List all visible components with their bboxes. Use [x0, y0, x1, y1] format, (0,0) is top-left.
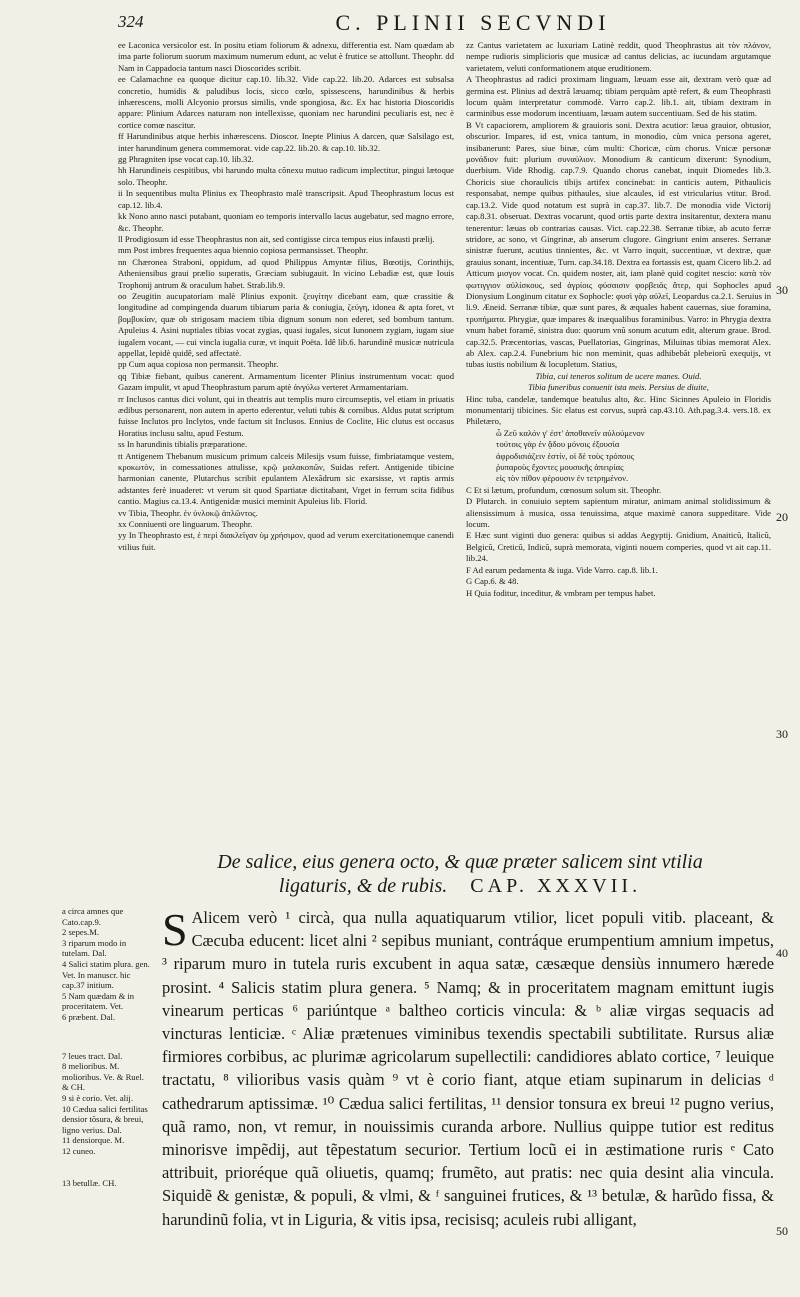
annotation: xx Conniuenti ore linguarum. Theophr. — [118, 519, 253, 530]
chapter-number: CAP. XXXVII. — [470, 875, 642, 897]
annotation: C Et si lætum, profundum, cœnosum solum sit. Theophr. — [466, 484, 662, 495]
annotation: kk Nono anno nasci putabant, quoniam eo temporis intervallo lacus augebatur, sed magno errore, &c. Theophr. — [118, 211, 454, 233]
verse-line: Tibia funeribus conuenit ista meis. Persius de diuite, — [528, 382, 709, 393]
annotation: ee Calamachne ea quoque dicitur cap.10. lib.32. Vide cap.22. lib.20. Adarces est subsalsa concretio, humidis & paludibus locis, sicco cœlo, spissescens, harundinibus & herbis inhærescens, molli Alcyonio prorsus similis, vnde spongiosa, &c. Ex hac historia Dioscoridis appare: Plinium Adarces naturam non intellexisse, quoniam nec harundini peculiaris est, nec è cortice comœ nascitur. — [118, 74, 454, 130]
annotation: yy In Theophrasto est, ἐ περὶ διακλεῖγαν ὑμ χρήσιμον, quod ad verum exercitationemque canendi vtilius fuit. — [118, 530, 454, 552]
main-paragraph — [162, 906, 774, 1231]
annotation: tt Antigenem Thebanum musicum primum calceis Milesijs vsum fuisse, fimbriatamque vestem, κροκωτὸν, in comessationes attulisse, κρῷ μαλακοπῶν, Suidas refert. Antigenide tibicine harmonian canente, Plutarchus scribit epulantem Alexãdrum sic exarsisse, vt raptis armis adstantes ferè inuaderet: vt verum sit quod Spartiatæ dictitabant, Vrget in ferrum scita fidibus cantio. Magius ca.13.4. Antigenidæ musici meminit Apuleius lib. Florid. — [118, 450, 454, 507]
marginal-note: a circa amnes que Cato.cap.9. — [62, 906, 124, 927]
line-number: 30 — [776, 283, 788, 297]
marginal-note: 3 riparum modo in tutelam. Dal. — [62, 937, 127, 959]
marginal-note: 13 betullæ. CH. — [62, 1178, 117, 1189]
marginal-notes — [62, 906, 150, 1189]
chapter-title: De salice, eius genera octo, & quæ præter salicem sint vtilia ligaturis, & de rubis. — [217, 851, 703, 897]
annotation: gg Phragniten ipse vocat cap.10. lib.32. — [118, 154, 254, 165]
line-number: 40 — [776, 946, 788, 960]
annotation: ll Prodigiosum id esse Theophrastus non ait, sed contigisse circa tempus eius infausti prælij. — [118, 233, 435, 244]
annotation: oo Zeugitin aucupatoriam malè Plinius exponit. ζευγίτην dicebant eam, quæ crassitie & longitudine ad compingenda duarum tibiarum paria & coniugia, ζεύγη, idonea & apta foret, vt βομβυκίαν, quæ ob strigosam maciem tibia dignum sonum non ederet, sed bombum tantum. Apuleius 4. Asini nuptiales tibias vocat zygias, quasi iugales, sicut Iunonem zygiam, iugam siue iugalem vocant, — cui vincla iugalia curæ, vt inquit Poëta. Idê lib.6. harundinê musicæ nutricula appellat, lepidè quidê, sed affectatè. — [118, 290, 454, 358]
annotation: pp Cum aqua copiosa non permansit. Theophr. — [118, 359, 279, 370]
annotation: H Quia foditur, inceditur, & vmbram per tempus habet. — [466, 587, 656, 598]
marginal-note: 2 sepes.M. — [62, 927, 99, 938]
main-text — [162, 906, 774, 1231]
annotation: A Theophrastus ad radici proximam linguam, læuam esse ait, dextram verò quæ ad germina est. Plinius ad dextrã læuamq; tibiam perquàm aptè refert, & eum Theophrasti locum quàm interpretatur commodè. Varro cap.2. lib.1. ait, tibiam dextram in carminibus esse modorum incentiuam, læuam autem succentiuam. Sed de his statim. — [466, 74, 771, 119]
marginal-note: 10 Cædua salici fertilitas densior tõsura, & breui, ligno verius. Dal. — [62, 1103, 148, 1135]
marginal-note: 11 densiorque. M. — [62, 1135, 125, 1146]
annotation: rr Inclusos cantus dici volunt, qui in theatris aut templis muro circumseptis, vel etiam in priuatis ædibus personarent, non autem in aperto ederentur, veluti tubis & cornibus. Aldus putat scriptum fuisse Inclutos pro Inclytos, vnde factum sit Inclusos. Ennius de Coclite, Hic clutus est occasus Horatius inclusu saltu, apud Festum. — [118, 393, 454, 438]
page-number: 324 — [118, 12, 144, 31]
annotation: vv Tibia, Theophr. ἐν ὑνλοκῷ ἁπλῶντος. — [118, 507, 258, 518]
annotation: D Plutarch. in conuiuio septem sapientum miratur, animam animal stolidissimum & aliensissimum à musica, ossa tenuissima, atque maximè canora suppeditare. Vide locum. — [466, 496, 771, 530]
line-number: 50 — [776, 1224, 788, 1238]
annotation: hh Harundineis cespitibus, vbi harundo multa cõnexu mutuo radicum implectitur, pingui lætoque solo. Theophr. — [118, 165, 454, 187]
line-number: 20 — [776, 510, 788, 524]
annotation-column-right — [466, 40, 771, 599]
annotation: mm Post imbres frequentes aqua biennio copiosa permansisset. Theophr. — [118, 245, 368, 256]
annotation: F Ad earum pedamenta & iuga. Vide Varro. cap.8. lib.1. — [466, 564, 658, 575]
annotation: E Hæc sunt viginti duo genera: quibus si addas Aegyptij. Gnidium, Anaiticũ, Italicũ, Belgicũ, Creticũ, Indicũ, suprà memorata, viginti nouem comperies, quod vt ait cap.11. lib.24. — [466, 530, 771, 564]
annotation: nn Chæronea Straboni, oppidum, ad quod Philippus Amyntæ filius, Bœotijs, Corinthijs, Atheniensibus graui prælio superatis, Græciam subiugauit. In vicino Lebadiæ est, quæ Iouis Trophonij antrum & oraculum habet. Strab.lib.9. — [118, 256, 454, 290]
marginal-note: 6 præbent. Dal. — [62, 1011, 115, 1022]
marginal-note: 9 si è corio. Vet. alij. — [62, 1092, 133, 1103]
annotation: G Cap.6. & 48. — [466, 576, 519, 587]
annotation: Hinc tuba, candelæ, tandemque beatulus alto, &c. Hinc Sicinnes Apuleio in Floridis monumentarij tibicines. Sic elatus est corvus, suprà cap.43.10. Ath.pag.3.4. vers.18. ex Philetæro, — [466, 393, 771, 427]
page-header — [118, 10, 768, 36]
running-head: C. PLINII SECVNDI — [335, 10, 611, 35]
annotation: ii In sequentibus multa Plinius ex Theophrasto malè transcripsit. Apud Theophrastum locus est cap.12. lib.4. — [118, 188, 454, 210]
greek-verse-line: ὦ Ζεῦ καλόν γ' ἐστ' ἀποθανεῖν αὐλούμενον — [496, 427, 645, 438]
annotation: B Vt capaciorem, ampliorem & grauioris soni. Dextra acutior: læua grauior, obtusior, obscurior. Impares, id est, vnica tantum, in monodio, cùm vnica persona ageret, insibanerunt: Pares, siue binæ, cùm multi: Choricæ, cùm chorus. Vnicæ personæ μονάδιον fuit: plurium συναύλιον. Monodium & canticum dixerunt: Synodium, duerbium. Vide Rhodig. cap.7.9. Quando chorus canebat, inquit Diomedes lib.3. Choricis siue choraulicis tibijs artifex concinebat: in canticis autem, Pithaulicis responsabat, nempe quibus pithaules, siue alcaules, id est vtricularius vtitur. Brod. cap.13.2. Vide quod notatum est suprà in cap.37. lib.7. De monodia vide Victorij cap.8.31. obseruat. Dextras vocarunt, quod ortis parte dextra insitarentur, dextera manu tenerentur: læuas ob contrarias causas. Vict. cap.22.38. Serranæ tibiæ, ab acuto ferræ stridore, ac sono, vt Gingrinæ, ab anserum clugore. Gingriunt enim anseres. Serranæ sinistræ fuerunt, acutius tinnientes, &c. vt Varro inquit, succentiuæ, vt dextræ, quæ grauius sonant, incentiuæ, Turn. cap.34.18. Dextra ea fortassis est, quam Cicero lib.2. ad Atticum μισγον vocat. Cn. quidem noster, ait, iam planè quid cogitet nescio: κατὰ τὸν φωτιγγιον αὐλίσκους, sed ἀγρίοις φύσαισιν φορβειᾶς ἄτερ, qui Sophocles apud Dionysium Longinum citatur ex Sophocle: φυσὶ γὰρ αὐλεῖ, Leopardus ca.2.1. Seruius in li.9. Æneid. Serranæ tibiæ, quæ sunt pares, & æquales habent cauernas, siue foramina, τρυπήματα. Phrygiæ, quæ impares & inæqualibus foraminibus. Varro: in Phrygia dextra vnum habet foramẽ, sinistra duo: quorum vnũ sonum acutum edit, alterum graue. Brod. cap.32.5. Præcentorias, vascas, Puellatorias, Gingrinas, Miluinas tibias memorat Alex. ab Alex. cap.2.4. Funebrium hic non meminit, quas adhibebãt plebeiorũ exequijs, vt tubas iustis nobilium & locupletum. Statius, — [466, 119, 771, 370]
annotation: zz Cantus varietatem ac luxuriam Latinè reddit, quod Theophrastus ait τὸν πλάνον, nempe rudioris simplicioris que musicæ ad cantus delicias, ac iucundam argutamque varietatem, veluti conformationem atque eruditionem. — [466, 40, 771, 73]
annotation: ss In harundinis tibialis præparatione. — [118, 439, 248, 450]
marginal-note: 4 Salici statim plura. gen. Vet. In manuscr. hic cap.37 initium. — [62, 958, 150, 991]
verse-line: Tibia, cui teneros solitum de ucere manes. Ouid. — [535, 370, 702, 381]
greek-verse-line: ῥυπαροὺς ἔχοντες μουσικῆς ἀπειρίας — [496, 462, 624, 473]
line-number: 30 — [776, 727, 788, 741]
main-paragraph-text: Alicem verò ¹ circà, qua nulla aquatiquarum vtilior, licet populi vitib. placeant, & Cæcuba educent: licet alni ² sepibus muniant, contráque erumpentium amnium impetus, ³ riparum muro in tutela ruris excubent in aqua satæ, cæsæque densiùs innumero hærede prosint. ⁴ Salicis statim plura genera. ⁵ Namq; & in proceritatem magnam emittunt iugis vinearum perticas ⁶ pariúntque ᵃ baltheo corticis vincula: & ᵇ aliæ virgas sequacis ad vincturas lenticiæ. ᶜ Aliæ prætenues viminibus texendis spectabili subtilitate. Rursus aliæ firmiores corbibus, ac plurimæ agricolarum supellectili: candidiores ablato cortice, ⁷ leuique tractatu, ⁸ vilioribus vasis quàm ⁹ vt è corio fiant, atque etiam supinarum in delicias ᵈ cathedrarum aptissimæ. ¹⁰ Cædua salici fertilitas, ¹¹ densior tonsura ex breui ¹² pugno verius, quã ramo, non, vt remur, in nouissimis curanda arbore. Nullius quippe tutior est reditus minorisve impẽdij, aut tẽpestatum securior. Tertium locũ ei in æstimatione ruris ᵉ Cato attribuit, prioréque quã oliuetis, quamq; frumẽto, aut pratis: nec quia desint alia vincula. Siquidẽ & genistæ, & populi, & vlmi, & ᶠ sanguinei frutices, & ¹³ betulæ, & harũdo fissa, & harundinũ folia, vt in Liguria, & vitis ipsa, recisisq; aculeis rubi alligant, — [162, 908, 774, 1229]
annotation: qq Tibiæ fiebant, quibus canerent. Armamentum licenter Plinius instrumentum vocat: quod Gazam impulit, vt apud Theophrastum parum aptè ἀνγύλω verteret Armamentariam. — [118, 370, 454, 393]
marginal-note: 8 melioribus. M. molioribus. Ve. & Ruel. & CH. — [62, 1061, 144, 1093]
chapter-heading — [180, 850, 740, 898]
annotation: ee Laconica versicolor est. In positu etiam foliorum & adnexu, differentia est. Nam quædam ab ima parte foliorum suorum maximum numerum edunt, ac velut è frutice se attollunt. Theophr. dd Nam in Cappadocia tantum nasci Dioscorides scribit. — [118, 40, 454, 73]
marginal-note: 12 cuneo. — [62, 1145, 96, 1156]
annotation: ff Harundinibus atque herbis inhærescens. Dioscor. Inepte Plinius A darcen, quæ Salsilago est, inter harundinum genera commemorat. vide cap.22. lib.20. & cap.10. lib.32. — [118, 131, 454, 153]
greek-verse-line: ἀφροδισιάζειν ἐστίν, οἱ δὲ τοὺς τρόπους — [496, 450, 635, 461]
marginal-note: 5 Nam quædam & in proceritatem. Vet. — [62, 990, 135, 1012]
drop-cap: S — [162, 904, 188, 955]
greek-verse-line: τούτοις γὰρ ἐν ᾅδου μόνοις ἐξουσία — [496, 439, 620, 450]
greek-verse-line: εἰς τὸν πίθον φέρουσιν ἐν τετρημένον. — [496, 473, 629, 484]
annotation-column-left — [118, 40, 454, 553]
marginal-note: 7 leues tract. Dal. — [62, 1050, 123, 1061]
